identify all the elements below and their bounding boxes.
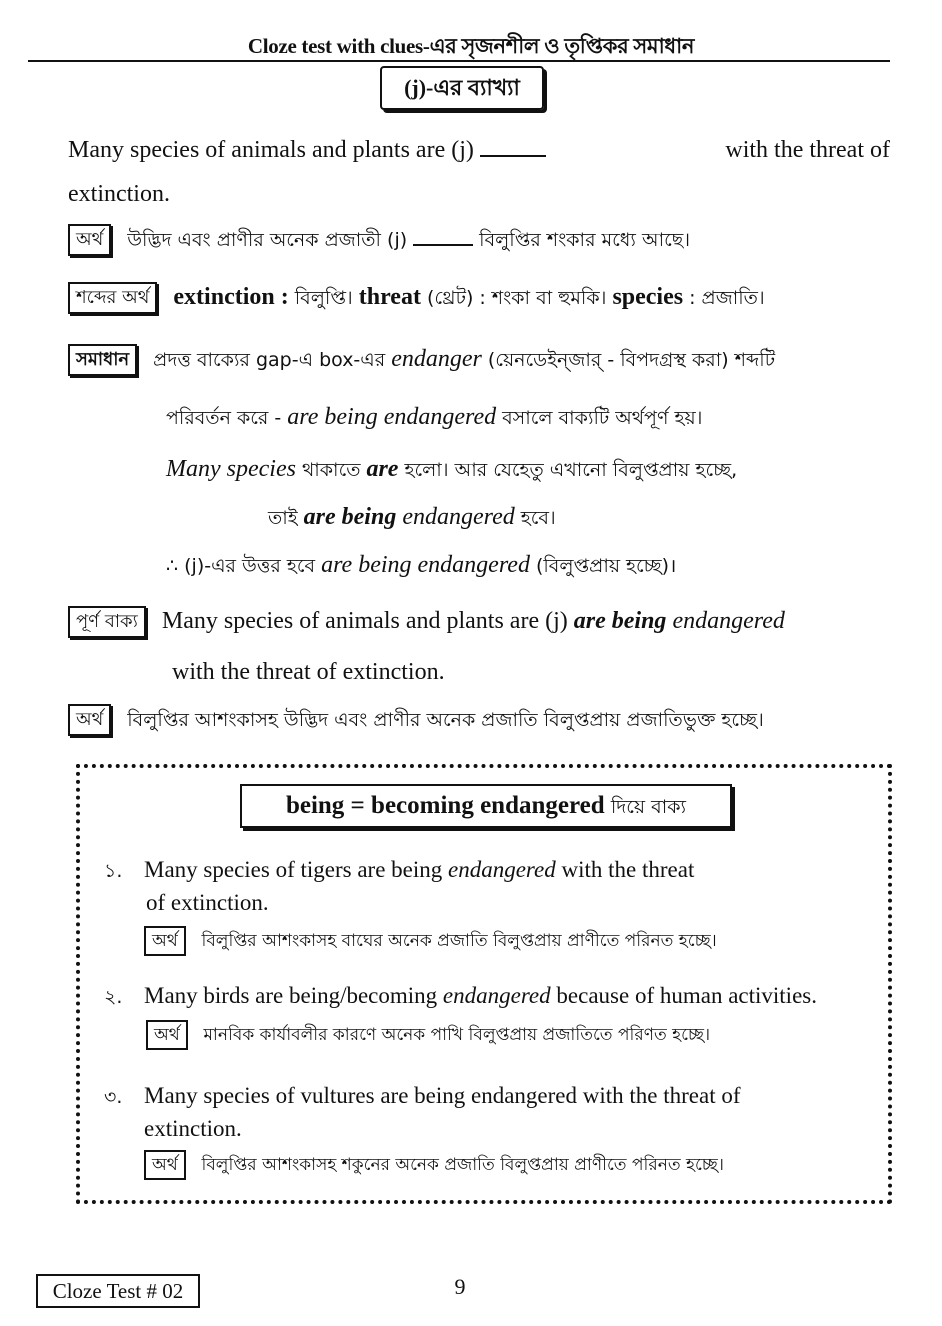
example-item [104, 1080, 844, 1181]
full-sentence-text: Many species of animals and plants are (j) [161, 608, 568, 634]
meaning-blank [413, 224, 473, 246]
example-text: with the threat [561, 857, 695, 882]
example-meaning-tag: অর্থ [144, 1150, 186, 1180]
solution-text: হবে। [520, 507, 556, 529]
solution-phrase: are being [303, 504, 397, 530]
example-text: of extinction. [146, 890, 269, 915]
example-text: extinction. [144, 1116, 242, 1141]
example-meaning-tag: অর্থ [146, 1020, 188, 1050]
example-text: Many species of vultures are being endangered with the threat of [144, 1083, 741, 1108]
question-part3: extinction. [68, 181, 170, 207]
solution-answer: are being endangered [287, 404, 497, 430]
solution-phrase: Many species [166, 456, 296, 482]
solution-answer: are being endangered [321, 552, 530, 578]
meaning-threat: শংকা বা হুমকি। [491, 287, 607, 309]
solution-line-5 [166, 548, 676, 583]
word-extinction: extinction : [173, 284, 289, 310]
example-item [104, 854, 844, 957]
example-text: because of human activities. [556, 983, 817, 1008]
question-paragraph [68, 128, 890, 216]
example-keyword: endangered [442, 983, 551, 1008]
question-part2: with the threat of [725, 137, 890, 163]
solution-line-3 [166, 452, 737, 487]
meaning-line-2 [68, 702, 764, 737]
word-species: species [612, 284, 684, 310]
question-part1: Many species of animals and plants are (j) [68, 137, 474, 163]
header-rule [28, 60, 890, 62]
example-number: ৩. [104, 1086, 123, 1108]
meaning-text: বিলুপ্তির আশংকাসহ উদ্ভিদ এবং প্রাণীর অনেক প্রজাতি বিলুপ্তপ্রায় প্রজাতিভুক্ত হচ্ছে। [127, 709, 764, 731]
solution-phrase: endangered [402, 504, 515, 530]
solution-text: প্রদত্ত বাক্যের gap-এ box-এর [153, 349, 386, 371]
example-meaning: বিলুপ্তির আশংকাসহ শকুনের অনেক প্রজাতি বিলুপ্তপ্রায় প্রাণীতে পরিনত হচ্ছে। [201, 1155, 724, 1175]
examples-title-en: being = becoming endangered [285, 792, 605, 819]
solution-tag: সমাধান [68, 344, 137, 376]
full-sentence-line-2: with the threat of extinction. [172, 659, 445, 685]
section-title: (j)-এর ব্যাখ্যা [380, 66, 544, 110]
example-number: ২. [104, 986, 123, 1008]
solution-text: বসালে বাক্যটি অর্থপূর্ণ হয়। [502, 407, 703, 429]
examples-title-bn: দিয়ে বাক্য [610, 796, 687, 818]
example-keyword: endangered [448, 857, 556, 882]
solution-line-2 [166, 400, 702, 435]
meaning-tag: অর্থ [68, 704, 111, 736]
full-sentence-answer: are being [573, 608, 667, 634]
solution-text: (য়েনডেইন্জার্ - বিপদগ্রস্থ করা) শব্দটি [487, 349, 776, 371]
full-sentence-line-1 [68, 604, 785, 638]
solution-line-4 [268, 500, 556, 535]
solution-text: পরিবর্তন করে - [166, 407, 282, 429]
solution-line-1 [68, 342, 775, 377]
pron-threat: (থ্রেট) : [426, 287, 486, 309]
meaning-text-after: বিলুপ্তির শংকার মধ্যে আছে। [479, 229, 691, 251]
solution-text: থাকাতে [301, 459, 361, 481]
word-meaning-tag: শব্দের অর্থ [68, 282, 157, 314]
solution-word-endanger: endanger [391, 346, 482, 372]
solution-word-are: are [366, 456, 399, 482]
word-threat: threat [358, 284, 421, 310]
full-sentence-tag: পূর্ণ বাক্য [68, 606, 146, 638]
footer-label: Cloze Test # 02 [36, 1274, 200, 1308]
solution-text: হলো। আর যেহেতু এখানো বিলুপ্তপ্রায় হচ্ছে, [404, 459, 738, 481]
meaning-text-before: উদ্ভিদ এবং প্রাণীর অনেক প্রজাতী (j) [127, 229, 408, 251]
word-meaning-line [68, 280, 765, 315]
examples-title [240, 784, 732, 828]
solution-text: (বিলুপ্তপ্রায় হচ্ছে)। [535, 555, 677, 577]
example-meaning: মানবিক কার্যাবলীর কারণে অনেক পাখি বিলুপ্তপ্রায় প্রজাতিতে পরিণত হচ্ছে। [203, 1025, 711, 1045]
meaning-line-1 [68, 222, 690, 257]
example-meaning: বিলুপ্তির আশংকাসহ বাঘের অনেক প্রজাতি বিলুপ্তপ্রায় প্রাণীতে পরিনত হচ্ছে। [201, 931, 717, 951]
meaning-tag: অর্থ [68, 224, 111, 256]
meaning-extinction: বিলুপ্তি। [294, 287, 353, 309]
example-text: Many species of tigers are being [144, 857, 443, 882]
example-number: ১. [104, 860, 123, 882]
solution-text: তাই [268, 507, 298, 529]
example-text: Many birds are being/becoming [144, 983, 438, 1008]
solution-text: ∴ (j)-এর উত্তর হবে [166, 555, 316, 577]
answer-blank [480, 135, 546, 157]
page-number: 9 [454, 1274, 466, 1299]
example-meaning-tag: অর্থ [144, 926, 186, 956]
full-sentence-answer: endangered [672, 608, 785, 634]
example-item [104, 980, 874, 1051]
meaning-species: : প্রজাতি। [689, 287, 765, 309]
page-header: Cloze test with clues-এর সৃজনশীল ও তৃপ্তিকর সমাধান [247, 34, 695, 58]
